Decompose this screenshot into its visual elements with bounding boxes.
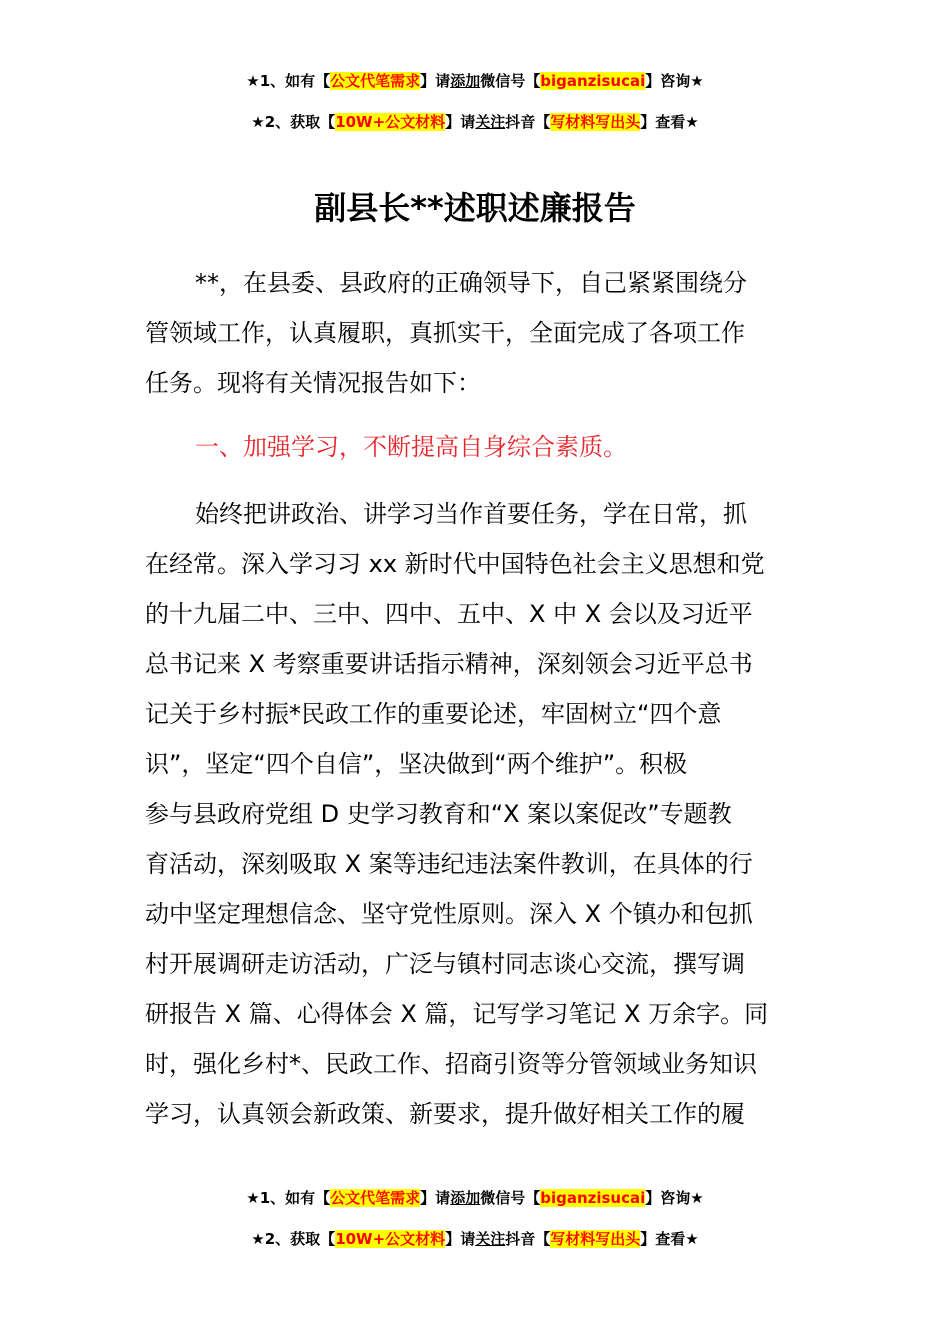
document-title: 副县长**述职述廉报告 <box>314 189 636 227</box>
paragraph-line: 记关于乡村振*民政工作的重要论述，牢固树立“四个意 <box>145 700 722 728</box>
banner-text: 】请 <box>445 1230 476 1248</box>
section-paragraph <box>145 489 807 1139</box>
paragraph-line: 动中坚定理想信念、坚守党性原则。深入 X 个镇办和包抓 <box>145 900 753 928</box>
banner-text: 】请 <box>445 113 476 131</box>
paragraph-line: 学习，认真领会新政策、新要求，提升做好相关工作的履 <box>145 1100 745 1128</box>
banner-highlight: biganzisucai <box>540 72 646 90</box>
paragraph-line: 在经常。深入学习习 xx 新时代中国特色社会主义思想和党 <box>145 550 765 578</box>
paragraph-line: 识”，坚定“四个自信”，坚决做到“两个维护”。积极 <box>145 750 688 778</box>
banner-underlined: 添加 <box>450 72 481 90</box>
section-heading: 一、加强学习，不断提高自身综合素质。 <box>195 433 627 461</box>
banner-text: 】请 <box>420 1189 451 1207</box>
paragraph-line: 育活动，深刻吸取 X 案等违纪违法案件教训，在具体的行 <box>145 850 753 878</box>
paragraph-line: 总书记来 X 考察重要讲话指示精神，深刻领会习近平总书 <box>145 650 753 678</box>
banner-text: 】查看★ <box>640 1230 699 1248</box>
banner-underlined: 添加 <box>450 1189 481 1207</box>
banner-underlined: 关注 <box>475 1230 506 1248</box>
paragraph-line: **，在县委、县政府的正确领导下，自己紧紧围绕分 <box>195 269 747 297</box>
banner-text: 】咨询★ <box>645 72 704 90</box>
banner-text: 】咨询★ <box>645 1189 704 1207</box>
banner-text: ★2、获取【 <box>251 113 336 131</box>
banner-text: ★1、如有【 <box>246 1189 331 1207</box>
paragraph-line: 始终把讲政治、讲学习当作首要任务，学在日常，抓 <box>195 500 747 528</box>
banner-highlight: 10W+公文材料 <box>335 113 446 131</box>
paragraph-line: 村开展调研走访活动，广泛与镇村同志谈心交流，撰写调 <box>145 950 745 978</box>
banner-text: 抖音【 <box>505 1230 551 1248</box>
paragraph-line: 研报告 X 篇、心得体会 X 篇，记写学习笔记 X 万余字。同 <box>145 1000 769 1028</box>
footer-banner-line-2 <box>0 1228 950 1250</box>
banner-highlight: 写材料写出头 <box>550 1230 641 1248</box>
banner-highlight: 写材料写出头 <box>550 113 641 131</box>
banner-underlined: 关注 <box>475 113 506 131</box>
header-banner-line-2 <box>0 111 950 133</box>
banner-text: 微信号【 <box>480 72 541 90</box>
banner-highlight: 10W+公文材料 <box>335 1230 446 1248</box>
banner-text: 】查看★ <box>640 113 699 131</box>
intro-paragraph <box>145 258 807 408</box>
banner-text: ★1、如有【 <box>246 72 331 90</box>
header-banner-line-1 <box>0 70 950 92</box>
paragraph-line: 的十九届二中、三中、四中、五中、X 中 X 会以及习近平 <box>145 600 753 628</box>
banner-highlight: biganzisucai <box>540 1189 646 1207</box>
banner-highlight: 公文代笔需求 <box>330 1189 421 1207</box>
footer-banner-line-1 <box>0 1187 950 1209</box>
banner-text: 】请 <box>420 72 451 90</box>
banner-text: 微信号【 <box>480 1189 541 1207</box>
paragraph-line: 时，强化乡村*、民政工作、招商引资等分管领域业务知识 <box>145 1050 757 1078</box>
banner-text: ★2、获取【 <box>251 1230 336 1248</box>
paragraph-line: 管领域工作，认真履职，真抓实干，全面完成了各项工作 <box>145 319 745 347</box>
banner-highlight: 公文代笔需求 <box>330 72 421 90</box>
paragraph-line: 参与县政府党组 D 史学习教育和“X 案以案促改”专题教 <box>145 800 732 828</box>
paragraph-line: 任务。现将有关情况报告如下： <box>145 369 481 397</box>
banner-text: 抖音【 <box>505 113 551 131</box>
